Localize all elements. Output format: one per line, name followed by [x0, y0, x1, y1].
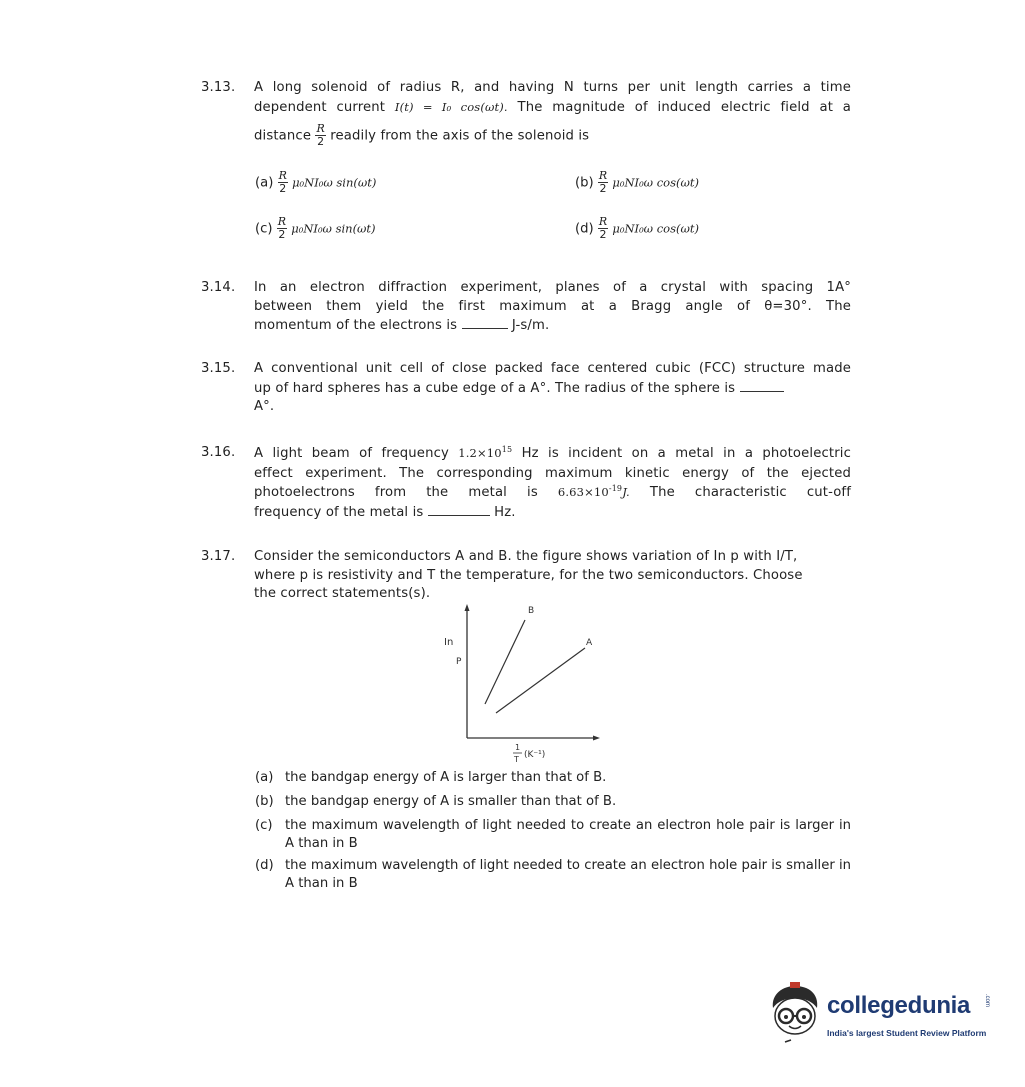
x-axis-label-numerator: 1	[515, 743, 521, 752]
fraction-numerator: R	[316, 122, 325, 135]
x-axis-arrow	[593, 736, 600, 741]
option-text: the bandgap energy of A is smaller than that of B.	[285, 794, 617, 809]
fraction	[598, 216, 608, 241]
option-c	[255, 216, 376, 241]
option-label: (c)	[255, 221, 273, 237]
text-span: Hz is incident on a metal in a photoelectric	[521, 446, 852, 461]
option-c	[255, 817, 851, 853]
question-line	[254, 123, 851, 148]
fraction-numerator: R	[278, 169, 287, 182]
option-b	[575, 170, 699, 195]
mascot-icon	[765, 980, 827, 1050]
semiconductor-graph	[430, 600, 610, 772]
question-text	[254, 79, 851, 148]
collegedunia-logo[interactable]	[765, 980, 995, 1050]
option-label: (a)	[255, 175, 274, 191]
question-number: 3.15.	[201, 361, 236, 376]
x-axis-label-unit: (K⁻¹)	[524, 750, 546, 760]
question-text	[254, 548, 851, 604]
question-line	[254, 444, 851, 464]
question-line: A°.	[254, 399, 275, 414]
y-axis-label-line2: P	[456, 657, 462, 667]
fraction-denominator: 2	[599, 228, 607, 241]
answer-blank	[428, 503, 490, 516]
question-3-14	[201, 279, 851, 335]
question-number: 3.13.	[201, 80, 236, 95]
option-b	[255, 793, 851, 811]
option-a	[255, 170, 376, 195]
text-span: frequency of the metal is	[254, 504, 424, 520]
text-span: Hz.	[494, 504, 516, 520]
question-line: where p is resistivity and T the temperature, for the two semiconductors. Choose	[254, 567, 803, 583]
option-expression: μ₀NI₀ω sin(ωt)	[292, 175, 377, 190]
text-span: A light beam of frequency	[254, 446, 449, 461]
question-text	[254, 360, 851, 417]
question-3-17	[201, 548, 851, 604]
option-expression: μ₀NI₀ω cos(ωt)	[612, 175, 699, 190]
answer-blank	[740, 379, 784, 392]
option-label: (b)	[255, 794, 274, 809]
text-span: distance	[254, 128, 312, 144]
question-number: 3.17.	[201, 549, 236, 564]
question-number: 3.14.	[201, 280, 236, 295]
value-base: 1.2×10	[458, 446, 502, 460]
option-text: the maximum wavelength of light needed to create an electron hole pair is smaller in A than in B	[285, 858, 851, 891]
question-line	[254, 316, 851, 336]
current-expression: I(t) = I₀ cos(ωt).	[394, 99, 508, 114]
option-label: (d)	[575, 221, 594, 237]
question-3-15	[201, 360, 851, 416]
text-span: readily from the axis of the solenoid is	[330, 128, 590, 144]
question-line: A conventional unit cell of close packed face centered cubic (FCC) structure made	[254, 361, 851, 376]
question-text	[254, 444, 851, 522]
question-3-16	[201, 444, 851, 524]
energy-value	[558, 485, 630, 499]
option-label: (d)	[255, 858, 274, 873]
y-axis-label-line1: In	[444, 637, 454, 648]
question-number: 3.16.	[201, 445, 236, 460]
value-base: 6.63×10	[557, 485, 609, 499]
question-line: Consider the semiconductors A and B. the figure shows variation of In p with I/T,	[254, 549, 798, 564]
text-span: The magnitude of induced electric field at a	[517, 99, 852, 115]
option-label: (c)	[255, 818, 273, 833]
fraction-numerator: R	[598, 215, 608, 228]
value-unit: J.	[622, 485, 630, 499]
frequency-value	[458, 446, 512, 460]
line-b	[485, 620, 525, 704]
question-line: A long solenoid of radius R, and having N turns per unit length carries a time	[254, 80, 851, 95]
logo-tagline: India's largest Student Review Platform	[827, 1028, 987, 1038]
y-axis-arrow	[465, 604, 470, 611]
text-span: photoelectrons from the metal is	[254, 485, 538, 500]
text-span: dependent current	[254, 99, 386, 115]
option-expression: μ₀NI₀ω sin(ωt)	[291, 221, 376, 236]
question-line	[254, 98, 851, 118]
option-d	[255, 857, 851, 893]
fraction-numerator: R	[598, 169, 608, 182]
fraction-denominator: 2	[317, 135, 325, 148]
fraction	[277, 216, 287, 241]
fraction	[598, 170, 608, 195]
question-line	[254, 379, 851, 399]
value-exponent: 15	[501, 445, 513, 455]
logo-suffix: .com	[984, 994, 990, 1008]
fraction-numerator: R	[277, 215, 287, 228]
option-d	[575, 216, 699, 241]
question-line	[254, 503, 851, 523]
fraction-denominator: 2	[279, 182, 287, 195]
question-3-13	[201, 79, 851, 159]
option-expression: μ₀NI₀ω cos(ωt)	[612, 221, 699, 236]
question-line: In an electron diffraction experiment, planes of a crystal with spacing 1A°	[254, 280, 851, 295]
question-line	[254, 483, 851, 503]
option-text: the bandgap energy of A is larger than that of B.	[285, 770, 607, 785]
answer-blank	[462, 316, 508, 329]
option-label: (b)	[575, 175, 594, 191]
fraction	[278, 170, 288, 195]
question-line: effect experiment. The corresponding maximum kinetic energy of the ejected	[254, 465, 851, 481]
option-a	[255, 769, 851, 787]
text-span: J-s/m.	[511, 318, 550, 333]
fraction-denominator: 2	[278, 228, 286, 241]
x-axis-label-denominator: T	[514, 755, 519, 764]
question-line: the correct statements(s).	[254, 586, 431, 601]
question-text	[254, 279, 851, 336]
value-exponent: -19	[608, 484, 623, 494]
question-line: between them yield the first maximum at a Bragg angle of θ=30°. The	[254, 298, 851, 314]
text-span: The characteristic cut-off	[649, 485, 852, 500]
fraction-denominator: 2	[599, 182, 607, 195]
fraction	[315, 123, 325, 148]
line-a	[496, 648, 585, 713]
logo-wordmark: collegedunia	[827, 992, 971, 1019]
option-text: the maximum wavelength of light needed to create an electron hole pair is larger in A than in B	[285, 818, 851, 851]
line-a-label: A	[586, 638, 593, 648]
text-span: up of hard spheres has a cube edge of a A°. The radius of the sphere is	[254, 380, 736, 396]
line-b-label: B	[528, 606, 535, 616]
option-label: (a)	[255, 770, 274, 785]
text-span: momentum of the electrons is	[254, 318, 458, 333]
